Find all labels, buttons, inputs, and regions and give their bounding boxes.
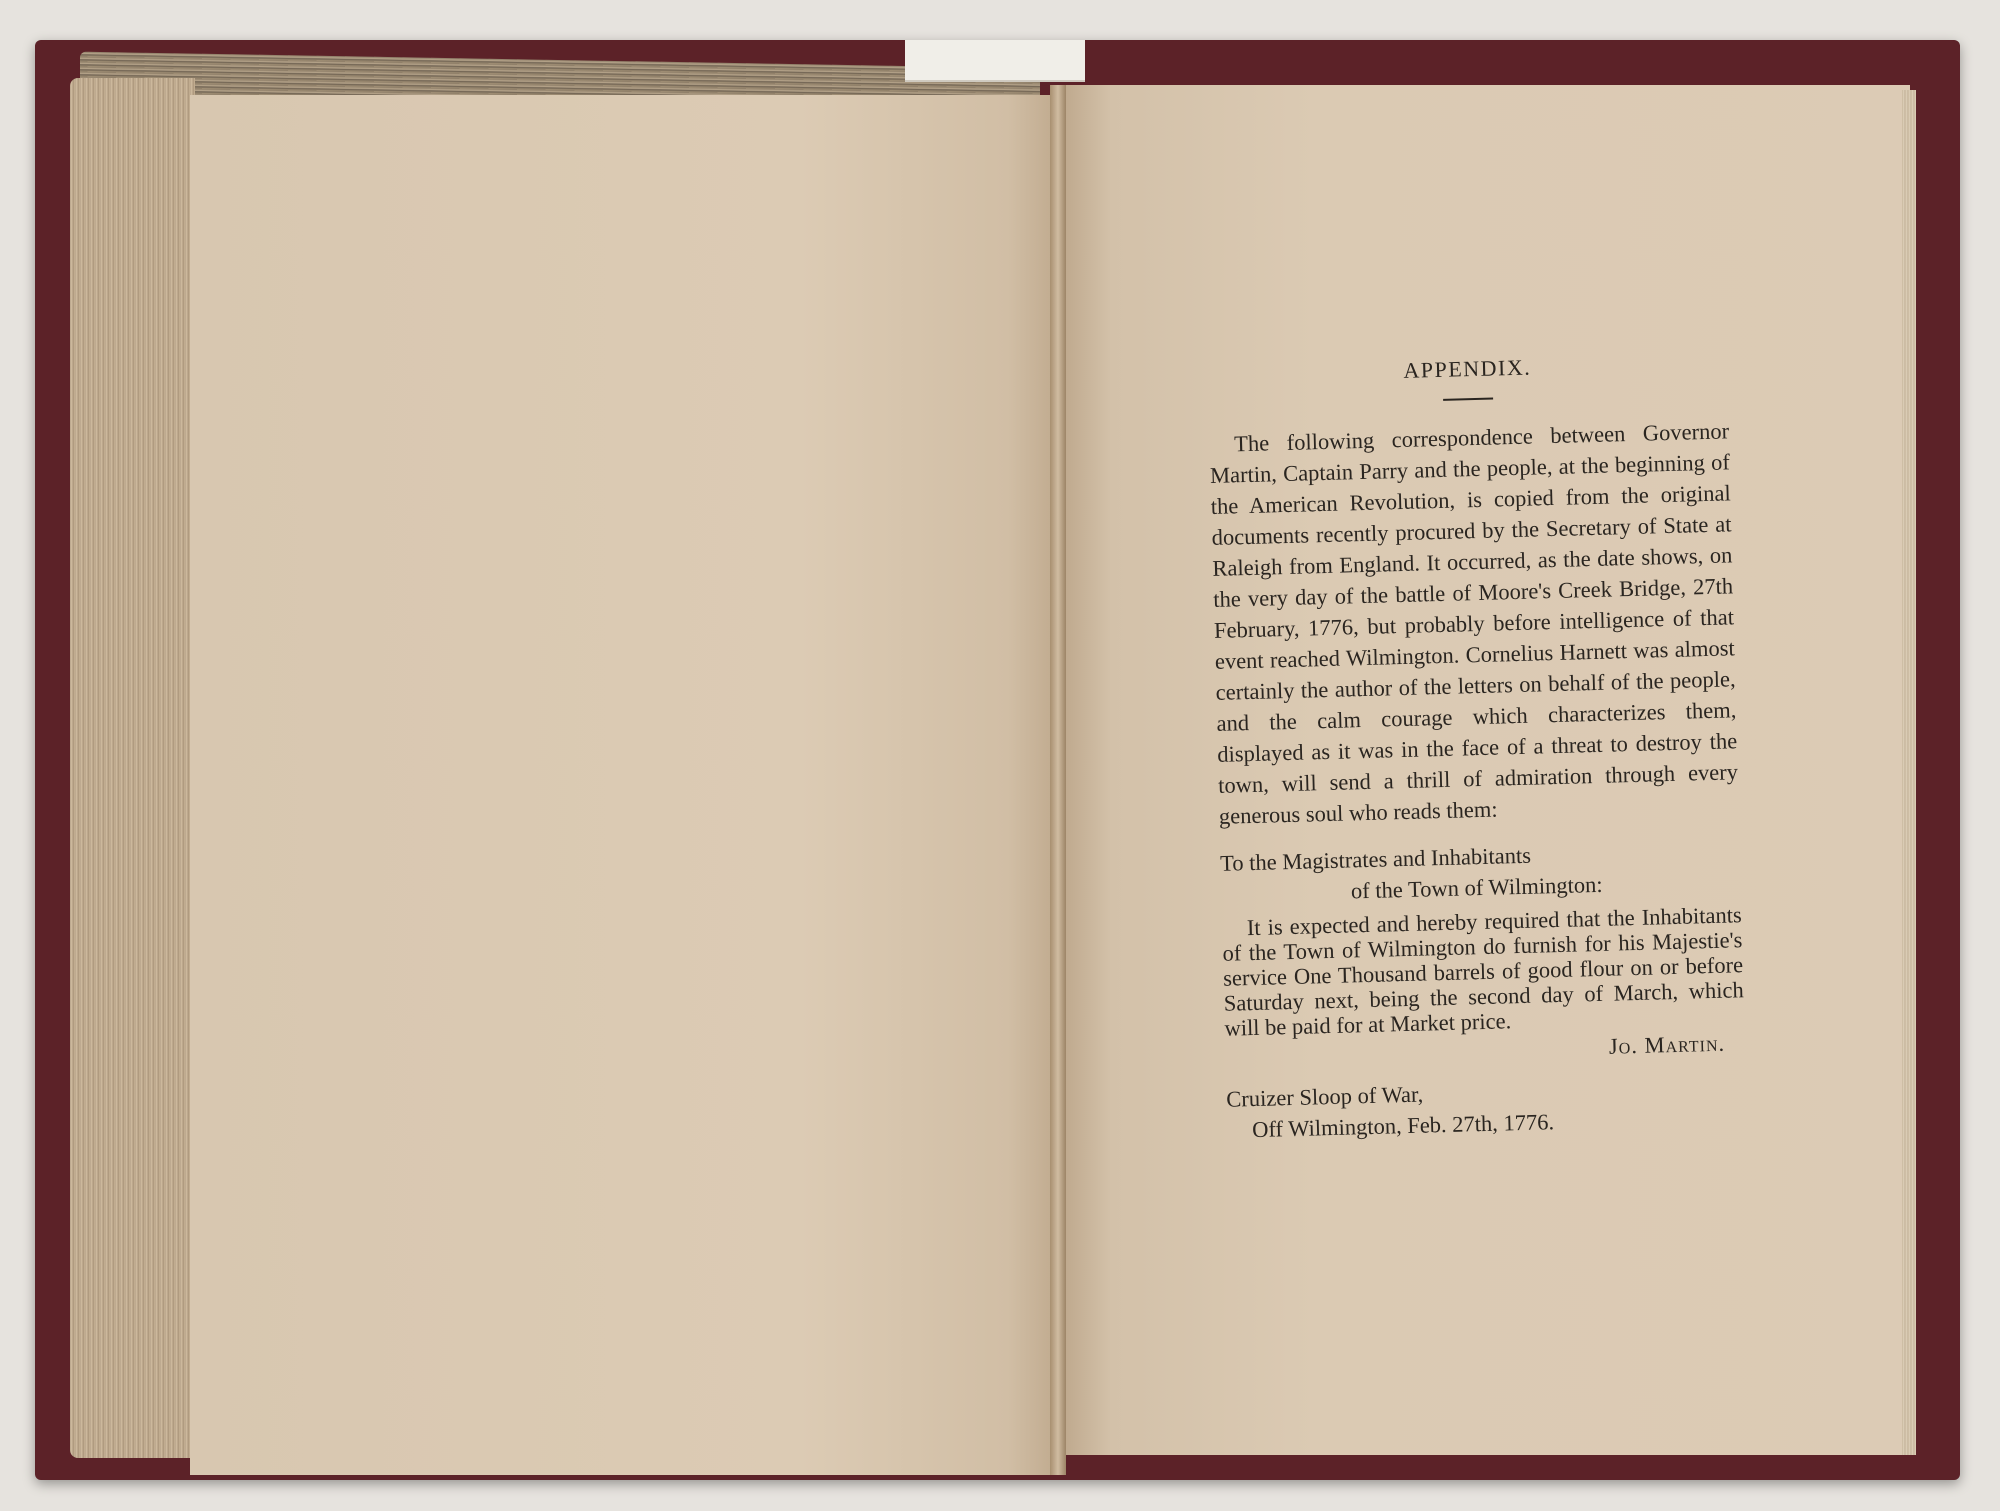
book-gutter	[1050, 85, 1066, 1475]
letter-address-line-2: of the Town of Wilmington:	[1350, 871, 1603, 904]
left-page-blank	[190, 95, 1060, 1475]
letter-body: It is expected and hereby required that the Inhabitants of the Town of Wilmington do furnish for his Majestie's service One Thousand barrels of good flour on or before Saturday next, being the second day of March, which will be paid for at Market price.	[1222, 902, 1744, 1041]
appendix-heading: APPENDIX.	[1403, 354, 1532, 383]
spine-binding	[905, 40, 1085, 82]
right-page-edge	[1902, 90, 1916, 1455]
letter-place-line-1: Cruizer Sloop of War,	[1226, 1081, 1424, 1112]
letter-signature: Jo. Martin.	[1608, 1030, 1726, 1059]
appendix-text-block	[1207, 346, 1747, 1145]
intro-paragraph: The following correspondence between Governor Martin, Captain Parry and the people, at the beginning of the American Revolution, is copied from the original documents recently procured by the Secretary of State at Raleigh from England. It occurred, as the date shows, on the very day of the battle of Moore's Creek Bridge, 27th February, 1776, but probably before intelligence of that event reached Wilmington. Cornelius Harnett was almost certainly the author of the letters on behalf of the people, and the calm courage which characterizes them, displayed as it was in the face of a threat to destroy the town, will send a thrill of admiration through every generous soul who reads them:	[1209, 418, 1739, 829]
letter-address-line-1: To the Magistrates and Inhabitants	[1219, 842, 1532, 876]
letter-place-line-2: Off Wilmington, Feb. 27th, 1776.	[1251, 1109, 1555, 1143]
page-block-side-edge	[70, 78, 195, 1458]
heading-rule	[1443, 398, 1493, 401]
